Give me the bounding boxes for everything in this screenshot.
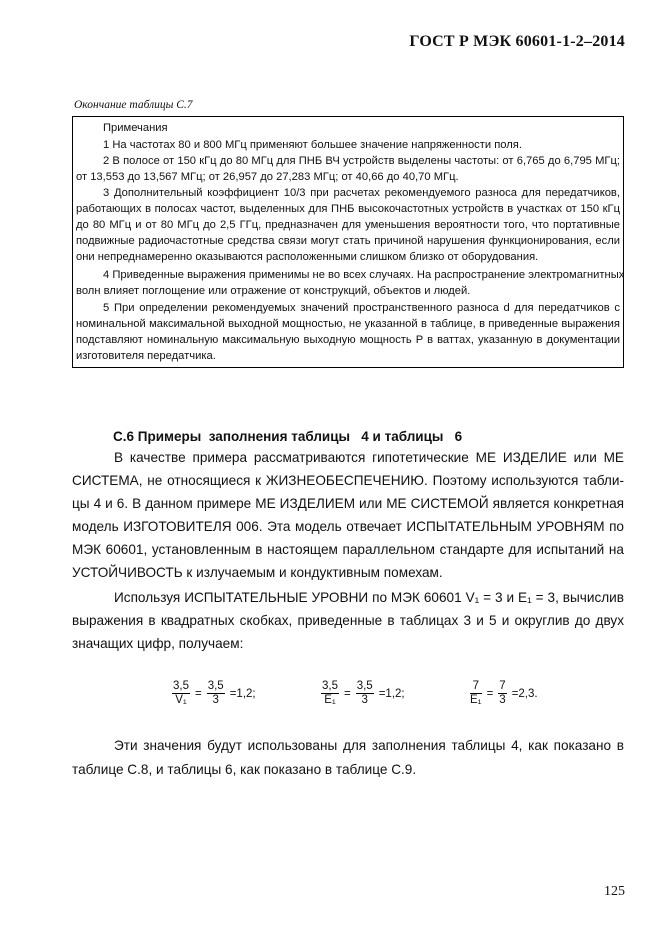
formula-denominator: E₁: [324, 694, 336, 706]
paragraph-line: В качестве примера рассматриваются гипотетические МЕ ИЗДЕЛИЕ или МЕ: [114, 450, 624, 465]
formula-result: =2,3.: [511, 687, 538, 700]
formula-denominator: V₁: [175, 694, 187, 706]
note-line: номинальной максимальной выходной мощностью, не указанной в таблице, в приведенные выражения: [76, 318, 620, 330]
note-line: подставляют номинальную максимальную выходную мощность P в ваттах, указанную в документации: [76, 334, 620, 346]
formula-denominator: 3: [499, 694, 506, 706]
formula-numerator: 3,5: [173, 680, 189, 692]
formula-numerator: 7: [499, 680, 506, 692]
note-line: изготовителя передатчика.: [76, 350, 216, 362]
note-line: 1 На частотах 80 и 800 МГц применяют большее значение напряженности поля.: [103, 139, 522, 151]
formula-denominator: 3: [212, 694, 219, 706]
formula-1: $\frac{3,5}{\text{V₁}}$ = $\frac{3,5}{3}$ =1,2;: [173, 680, 256, 706]
note-line: 4 Приведенные выражения применимы не во всех случаях. На распространение электромагнитных: [103, 269, 625, 281]
table-caption: Окончание таблицы С.7: [74, 99, 193, 111]
notes-title: Примечания: [103, 122, 168, 134]
page-number: 125: [604, 884, 625, 899]
paragraph-line: МЭК 60601, установленным в настоящем параллельном стандарте для испытаний на: [72, 542, 624, 557]
note-line: 3 Дополнительный коэффициент 10/3 при расчетах рекомендуемого разноса для передатчиков,: [103, 187, 620, 199]
paragraph-line: цы 4 и 6. В данном примере МЕ ИЗДЕЛИЕМ или МЕ СИСТЕМОЙ является конкретная: [72, 496, 624, 511]
note-line: подвижные радиочастотные средства связи могут стать причиной нарушения функционирования, если: [76, 235, 620, 247]
paragraph-line: Используя ИСПЫТАТЕЛЬНЫЕ УРОВНИ по МЭК 60601 V₁ = 3 и E₁ = 3, вычислив: [114, 590, 624, 605]
paragraph-line: СИСТЕМА, не относящиеся к ЖИЗНЕОБЕСПЕЧЕНИЮ. Поэтому используются табли-: [72, 473, 624, 488]
paragraph-line: УСТОЙЧИВОСТЬ к излучаемым и кондуктивным помехам.: [72, 565, 443, 580]
formula-numerator: 3,5: [356, 680, 373, 692]
note-line: до 80 МГц и от 80 МГц до 2,5 ГГц, предназначен для уменьшения вероятности того, что портативные: [76, 219, 620, 231]
note-line: от 13,553 до 13,567 МГц; от 26,957 до 27,283 МГц; от 40,66 до 40,70 МГц.: [76, 171, 459, 183]
document-header: ГОСТ Р МЭК 60601-1-2–2014: [409, 33, 625, 50]
notes-box: [72, 116, 624, 368]
formula-2: $\frac{3,5}{\text{E₁}}$ = $\frac{3,5}{3}$ =1,2;: [322, 680, 405, 706]
formula-result: =1,2;: [378, 687, 405, 700]
paragraph-line: выражения в квадратных скобках, приведенные в таблицах 3 и 5 и округлив до двух: [72, 613, 624, 628]
formula-numerator: 7: [470, 680, 482, 694]
formula-numerator: 3,5: [322, 680, 338, 692]
paragraph-line: таблице С.8, и таблицы 6, как показано в таблице С.9.: [72, 762, 417, 777]
formula-numerator: 3,5: [207, 680, 224, 692]
formula-result: =1,2;: [229, 687, 256, 700]
formula-denominator: E₁: [470, 694, 482, 706]
paragraph-line: значащих цифр, получаем:: [72, 636, 244, 651]
note-line: 2 В полосе от 150 кГц до 80 МГц для ПНБ ВЧ устройств выделены частоты: от 6,765 до 6,795 МГц;: [103, 155, 620, 167]
paragraph-line: Эти значения будут использованы для заполнения таблицы 4, как показано в: [114, 738, 624, 753]
note-line: 5 При определении рекомендуемых значений пространственного разноса d для передатчиков с: [103, 302, 620, 314]
note-line: волн влияет поглощение или отражение от конструкций, объектов и людей.: [76, 285, 471, 297]
formula-3: $\frac{7}{\text{E₁}}$ = $\frac{7}{3}$ =2,3.: [470, 680, 538, 706]
formula-denominator: 3: [361, 694, 368, 706]
paragraph-line: модель ИЗГОТОВИТЕЛЯ 006. Эта модель отвечает ИСПЫТАТЕЛЬНЫМ УРОВНЯМ по: [72, 519, 624, 534]
note-line: они непреднамеренно оказываются расположенными слишком близко от оборудования.: [76, 251, 539, 263]
section-heading: С.6 Примеры заполнения таблицы 4 и таблицы 6: [113, 429, 463, 444]
note-line: работающих в полосах частот, выделенных для ПНБ высокочастотных устройств в участках от 150 кГц: [76, 203, 620, 215]
